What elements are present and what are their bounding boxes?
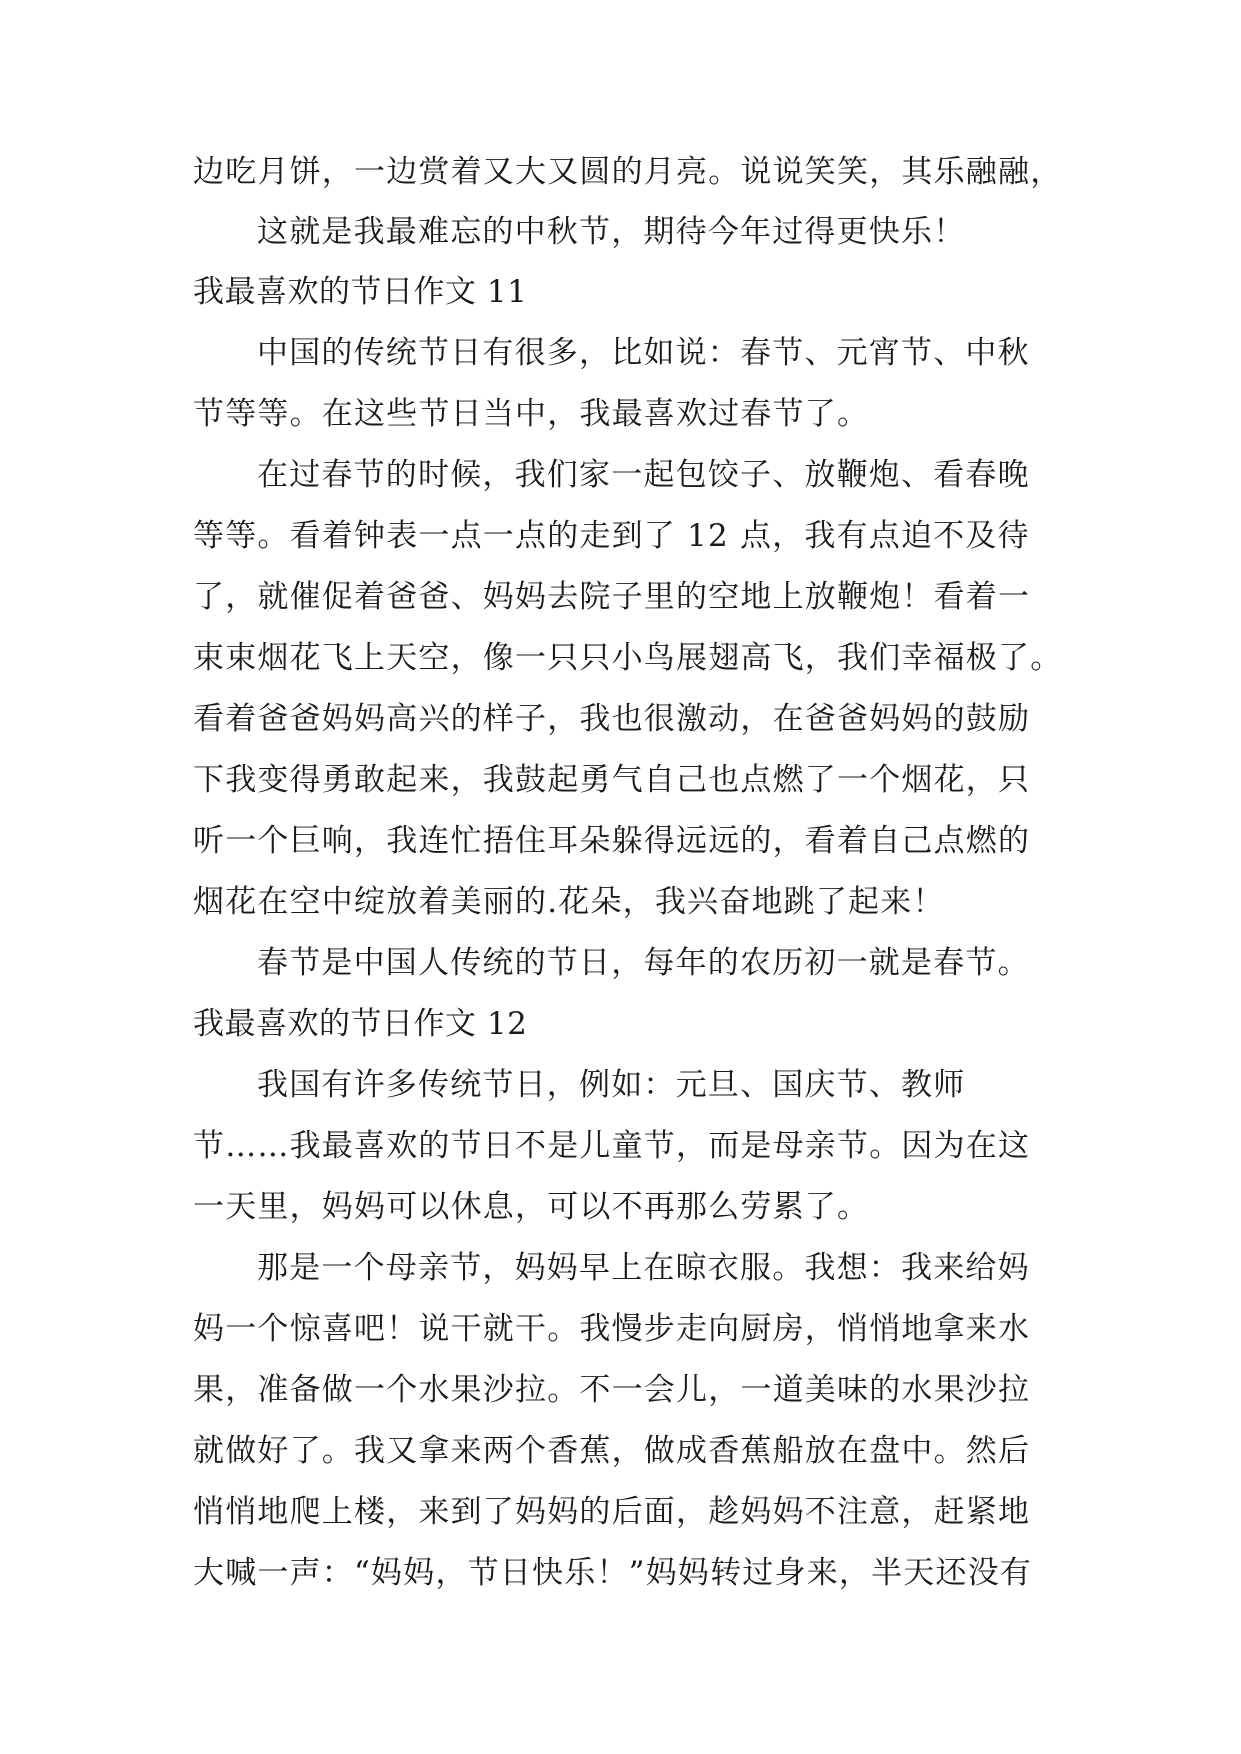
- text-line: 我国有许多传统节日，例如：元旦、国庆节、教师: [257, 1067, 966, 1103]
- text-line: 大喊一声：“妈妈，节日快乐！”妈妈转过身来，半天还没有: [193, 1555, 1033, 1591]
- section-heading: 我最喜欢的节日作文 11: [193, 274, 528, 310]
- text-line: 这就是我最难忘的中秋节，期待今年过得更快乐！: [257, 214, 966, 250]
- text-line: 节等等。在这些节日当中，我最喜欢过春节了。: [193, 396, 870, 432]
- text-line: 果，准备做一个水果沙拉。不一会儿，一道美味的水果沙拉: [193, 1372, 1031, 1408]
- text-line: 在过春节的时候，我们家一起包饺子、放鞭炮、看春晚: [257, 457, 1030, 493]
- text-line: 中国的传统节日有很多，比如说：春节、元宵节、中秋: [257, 335, 1030, 371]
- text-line: 春节是中国人传统的节日，每年的农历初一就是春节。: [257, 945, 1030, 981]
- text-line: 边吃月饼，一边赏着又大又圆的月亮。说说笑笑，其乐融融，: [193, 154, 1063, 190]
- text-line: 看着爸爸妈妈高兴的样子，我也很激动，在爸爸妈妈的鼓励: [193, 701, 1031, 737]
- text-line: 悄悄地爬上楼，来到了妈妈的后面，趁妈妈不注意，赶紧地: [193, 1494, 1031, 1530]
- text-line: 听一个巨响，我连忙捂住耳朵躲得远远的，看着自己点燃的: [193, 823, 1031, 859]
- text-line: 等等。看着钟表一点一点的走到了 12 点，我有点迫不及待: [193, 518, 1030, 554]
- text-line: 那是一个母亲节，妈妈早上在晾衣服。我想：我来给妈: [257, 1250, 1030, 1286]
- text-line: 了，就催促着爸爸、妈妈去院子里的空地上放鞭炮！看着一: [193, 579, 1031, 615]
- text-line: 一天里，妈妈可以休息，可以不再那么劳累了。: [193, 1189, 870, 1225]
- section-heading: 我最喜欢的节日作文 12: [193, 1006, 528, 1042]
- text-line: 束束烟花飞上天空，像一只只小鸟展翅高飞，我们幸福极了。: [193, 640, 1063, 676]
- text-line: 烟花在空中绽放着美丽的.花朵，我兴奋地跳了起来！: [193, 884, 945, 920]
- text-line: 下我变得勇敢起来，我鼓起勇气自己也点燃了一个烟花，只: [193, 762, 1031, 798]
- text-line: 就做好了。我又拿来两个香蕉，做成香蕉船放在盘中。然后: [193, 1433, 1031, 1469]
- text-line: 节……我最喜欢的节日不是儿童节，而是母亲节。因为在这: [193, 1128, 1031, 1164]
- text-line: 妈一个惊喜吧！说干就干。我慢步走向厨房，悄悄地拿来水: [193, 1311, 1031, 1347]
